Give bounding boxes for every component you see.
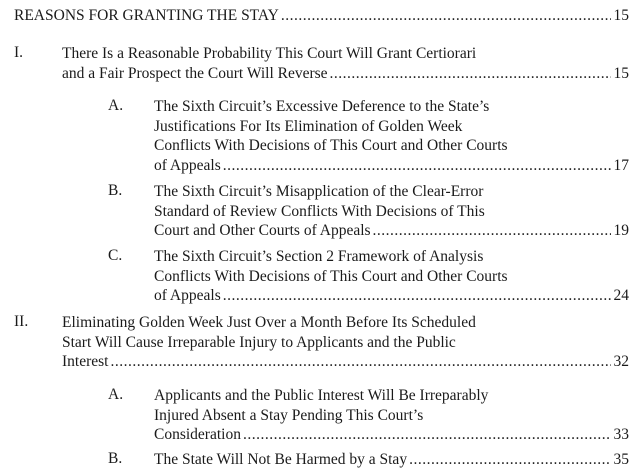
dot-leader bbox=[110, 352, 610, 372]
section-marker: II. bbox=[14, 313, 29, 330]
toc-entry-text: The Sixth Circuit’s Section 2 Framework of Analysis bbox=[154, 248, 484, 265]
toc-entry-text: There Is a Reasonable Probability This Court Will Grant Certiorari bbox=[62, 45, 477, 62]
toc-entry-text: Applicants and the Public Interest Will Be Irreparably bbox=[154, 387, 489, 404]
page-number: 24 bbox=[613, 287, 629, 304]
subsection-marker: A. bbox=[108, 386, 124, 403]
subsection-marker: A. bbox=[108, 97, 124, 114]
subsection-marker: C. bbox=[108, 247, 123, 264]
section-marker: I. bbox=[14, 44, 24, 61]
toc-entry-text: Eliminating Golden Week Just Over a Month Before Its Scheduled bbox=[62, 314, 476, 331]
toc-entry-text: The Sixth Circuit’s Misapplication of the Clear-Error bbox=[154, 183, 484, 200]
dot-leader bbox=[223, 286, 611, 306]
toc-entry-text: REASONS FOR GRANTING THE STAY bbox=[14, 7, 279, 24]
toc-entry-text: Justifications For Its Elimination of Golden Week bbox=[154, 117, 463, 135]
toc-entry-subsection-ii-b bbox=[154, 450, 629, 470]
toc-entry-text: and a Fair Prospect the Court Will Reverse bbox=[62, 64, 328, 82]
dot-leader bbox=[409, 450, 610, 470]
dot-leader bbox=[281, 6, 611, 26]
page-number: 32 bbox=[613, 353, 629, 370]
toc-entry-section-ii bbox=[62, 313, 629, 372]
dot-leader bbox=[330, 64, 611, 84]
toc-entry-reasons bbox=[14, 6, 629, 26]
dot-leader bbox=[243, 425, 611, 445]
toc-entry-text: Conflicts With Decisions of This Court and Other Courts bbox=[154, 137, 508, 154]
toc-entry-text: Injured Absent a Stay Pending This Court’s bbox=[154, 406, 424, 424]
toc-entry-text: The Sixth Circuit’s Excessive Deference to the State’s bbox=[154, 98, 490, 115]
toc-entry-text: Court and Other Courts of Appeals bbox=[154, 222, 371, 239]
toc-entry-text: Consideration bbox=[154, 426, 241, 443]
page-number: 15 bbox=[613, 7, 629, 24]
subsection-marker: B. bbox=[108, 182, 123, 199]
toc-entry-text: The State Will Not Be Harmed by a Stay bbox=[154, 451, 408, 468]
toc-entry-section-i bbox=[62, 44, 629, 83]
toc-entry-text: of Appeals bbox=[154, 156, 221, 174]
page-number: 15 bbox=[613, 64, 629, 82]
toc-entry-text: Conflicts With Decisions of This Court and Other Courts bbox=[154, 267, 508, 285]
page-number: 33 bbox=[613, 426, 629, 443]
toc-entry-text: of Appeals bbox=[154, 287, 221, 304]
toc-entry-subsection-ii-a bbox=[154, 386, 629, 445]
toc-entry-subsection-c bbox=[154, 247, 629, 306]
page-number: 35 bbox=[613, 451, 629, 468]
toc-entry-text: Interest bbox=[62, 353, 109, 370]
toc-entry-subsection-a bbox=[154, 97, 629, 175]
page-number: 19 bbox=[613, 222, 629, 239]
page-number: 17 bbox=[613, 156, 629, 174]
dot-leader bbox=[223, 156, 611, 176]
subsection-marker: B. bbox=[108, 450, 123, 467]
toc-entry-subsection-b bbox=[154, 182, 629, 241]
toc-entry-text: Start Will Cause Irreparable Injury to Applicants and the Public bbox=[62, 333, 456, 351]
dot-leader bbox=[373, 221, 611, 241]
toc-entry-text: Standard of Review Conflicts With Decisions of This bbox=[154, 202, 485, 220]
